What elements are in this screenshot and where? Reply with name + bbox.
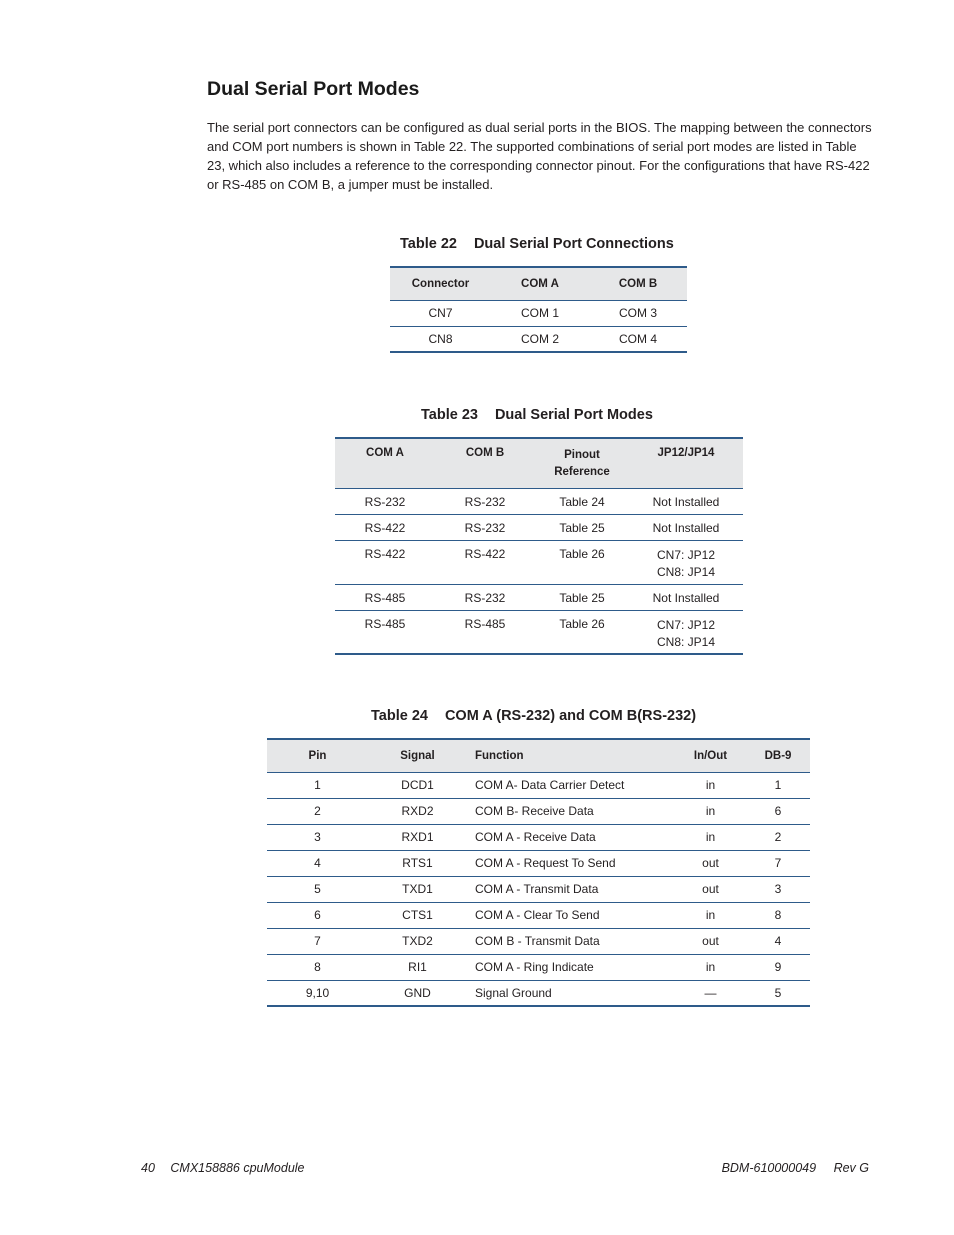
signal-cell: TXD1	[368, 876, 467, 902]
table-row	[267, 954, 810, 980]
table24-header: Signal	[368, 739, 467, 772]
pin-cell: 6	[267, 902, 368, 928]
table23-number: Table 23	[421, 407, 478, 423]
inout-cell: in	[675, 824, 746, 850]
table22-header: Connector	[390, 267, 491, 300]
table23-cell: RS-422	[335, 540, 435, 584]
table22-caption	[400, 236, 674, 252]
table23-cell: Table 24	[535, 488, 629, 514]
function-cell: COM A - Ring Indicate	[467, 954, 675, 980]
table23-cell: RS-232	[435, 488, 535, 514]
pin-cell: 2	[267, 798, 368, 824]
table23-header	[535, 438, 629, 488]
table22-header: COM A	[491, 267, 589, 300]
pin-cell: 8	[267, 954, 368, 980]
signal-cell: RXD1	[368, 824, 467, 850]
function-cell: COM A - Request To Send	[467, 850, 675, 876]
footer-right	[722, 1161, 869, 1175]
table22-cell: COM 3	[589, 300, 687, 326]
table-row	[267, 798, 810, 824]
page-number: 40	[141, 1161, 155, 1175]
pin-cell: 3	[267, 824, 368, 850]
db9-cell: 5	[746, 980, 810, 1006]
product-name: CMX158886 cpuModule	[170, 1161, 305, 1175]
signal-cell: RTS1	[368, 850, 467, 876]
pin-cell: 9,10	[267, 980, 368, 1006]
table23-cell: RS-485	[335, 584, 435, 610]
table23-cell: RS-485	[435, 610, 535, 654]
table22-cell: COM 4	[589, 326, 687, 352]
table-row	[335, 514, 743, 540]
table23-cell: Table 25	[535, 584, 629, 610]
inout-cell: out	[675, 850, 746, 876]
table23-cell: Not Installed	[629, 584, 743, 610]
function-cell: COM A- Data Carrier Detect	[467, 772, 675, 798]
table23-cell: Not Installed	[629, 488, 743, 514]
pin-cell: 1	[267, 772, 368, 798]
function-cell: COM B- Receive Data	[467, 798, 675, 824]
db9-cell: 8	[746, 902, 810, 928]
inout-cell: —	[675, 980, 746, 1006]
inout-cell: in	[675, 772, 746, 798]
table23-cell: RS-232	[435, 584, 535, 610]
db9-cell: 3	[746, 876, 810, 902]
table-row	[390, 300, 687, 326]
table23-cell: RS-232	[435, 514, 535, 540]
inout-cell: in	[675, 902, 746, 928]
pin-cell: 7	[267, 928, 368, 954]
table23-cell: Table 25	[535, 514, 629, 540]
table24-number: Table 24	[371, 708, 428, 724]
table24	[267, 738, 810, 1007]
table-row	[267, 902, 810, 928]
inout-cell: out	[675, 876, 746, 902]
table-row	[335, 584, 743, 610]
signal-cell: TXD2	[368, 928, 467, 954]
jumper-line: CN7: JP12	[656, 617, 716, 632]
table24-header: DB-9	[746, 739, 810, 772]
table22-cell: COM 2	[491, 326, 589, 352]
signal-cell: RI1	[368, 954, 467, 980]
table24-caption	[371, 708, 696, 724]
table23-cell: Not Installed	[629, 514, 743, 540]
table23-caption	[421, 407, 653, 423]
table22-header: COM B	[589, 267, 687, 300]
table-row	[390, 326, 687, 352]
table24-header: Function	[467, 739, 675, 772]
table-row	[267, 850, 810, 876]
function-cell: COM A - Transmit Data	[467, 876, 675, 902]
signal-cell: RXD2	[368, 798, 467, 824]
function-cell: COM A - Receive Data	[467, 824, 675, 850]
table23-title: Dual Serial Port Modes	[494, 407, 653, 423]
signal-cell: GND	[368, 980, 467, 1006]
table23-cell: RS-485	[335, 610, 435, 654]
table22-cell: CN7	[390, 300, 491, 326]
db9-cell: 6	[746, 798, 810, 824]
inout-cell: in	[675, 954, 746, 980]
table24-title: COM A (RS-232) and COM B(RS-232)	[444, 708, 697, 724]
table22	[390, 266, 687, 353]
jumper-line: CN7: JP12	[656, 547, 716, 562]
document-number: BDM-610000049	[721, 1161, 817, 1175]
table-row	[267, 980, 810, 1006]
table23-header: COM B	[435, 438, 535, 488]
table22-cell: COM 1	[491, 300, 589, 326]
table23-cell: Table 26	[535, 610, 629, 654]
signal-cell: CTS1	[368, 902, 467, 928]
jumper-line: CN8: JP14	[656, 564, 716, 579]
reference-label: Reference	[554, 466, 610, 478]
table22-cell: CN8	[390, 326, 491, 352]
table-row	[267, 928, 810, 954]
table24-header: Pin	[267, 739, 368, 772]
footer-left	[141, 1161, 305, 1175]
table-row	[267, 876, 810, 902]
table23-header: COM A	[335, 438, 435, 488]
table23-header: JP12/JP14	[629, 438, 743, 488]
db9-cell: 4	[746, 928, 810, 954]
table-row	[267, 772, 810, 798]
db9-cell: 9	[746, 954, 810, 980]
function-cell: Signal Ground	[467, 980, 675, 1006]
table23-cell: Table 26	[535, 540, 629, 584]
db9-cell: 2	[746, 824, 810, 850]
pinout-label: Pinout	[564, 449, 600, 461]
table22-title: Dual Serial Port Connections	[473, 236, 674, 252]
table22-number: Table 22	[400, 236, 457, 252]
pin-cell: 4	[267, 850, 368, 876]
table-row	[335, 488, 743, 514]
table-row	[335, 610, 743, 654]
function-cell: COM B - Transmit Data	[467, 928, 675, 954]
db9-cell: 7	[746, 850, 810, 876]
table24-header: In/Out	[675, 739, 746, 772]
revision: Rev G	[833, 1161, 869, 1175]
inout-cell: out	[675, 928, 746, 954]
table23-cell	[629, 610, 743, 654]
pin-cell: 5	[267, 876, 368, 902]
table-row	[335, 540, 743, 584]
table23-cell	[629, 540, 743, 584]
table23-cell: RS-422	[335, 514, 435, 540]
table23	[335, 437, 743, 655]
intro-paragraph: The serial port connectors can be configured as dual serial ports in the BIOS. The mapping between the connectors and COM port numbers is shown in Table 22. The supported combinations of serial port modes are listed in Table 23, which also includes a reference to the corresponding connector pinout. For the configurations that have RS-422 or RS-485 on COM B, a jumper must be installed.	[207, 120, 872, 192]
table23-cell: RS-232	[335, 488, 435, 514]
table-row	[267, 824, 810, 850]
db9-cell: 1	[746, 772, 810, 798]
section-heading: Dual Serial Port Modes	[207, 78, 420, 100]
signal-cell: DCD1	[368, 772, 467, 798]
jumper-line: CN8: JP14	[656, 634, 716, 649]
function-cell: COM A - Clear To Send	[467, 902, 675, 928]
table23-cell: RS-422	[435, 540, 535, 584]
inout-cell: in	[675, 798, 746, 824]
